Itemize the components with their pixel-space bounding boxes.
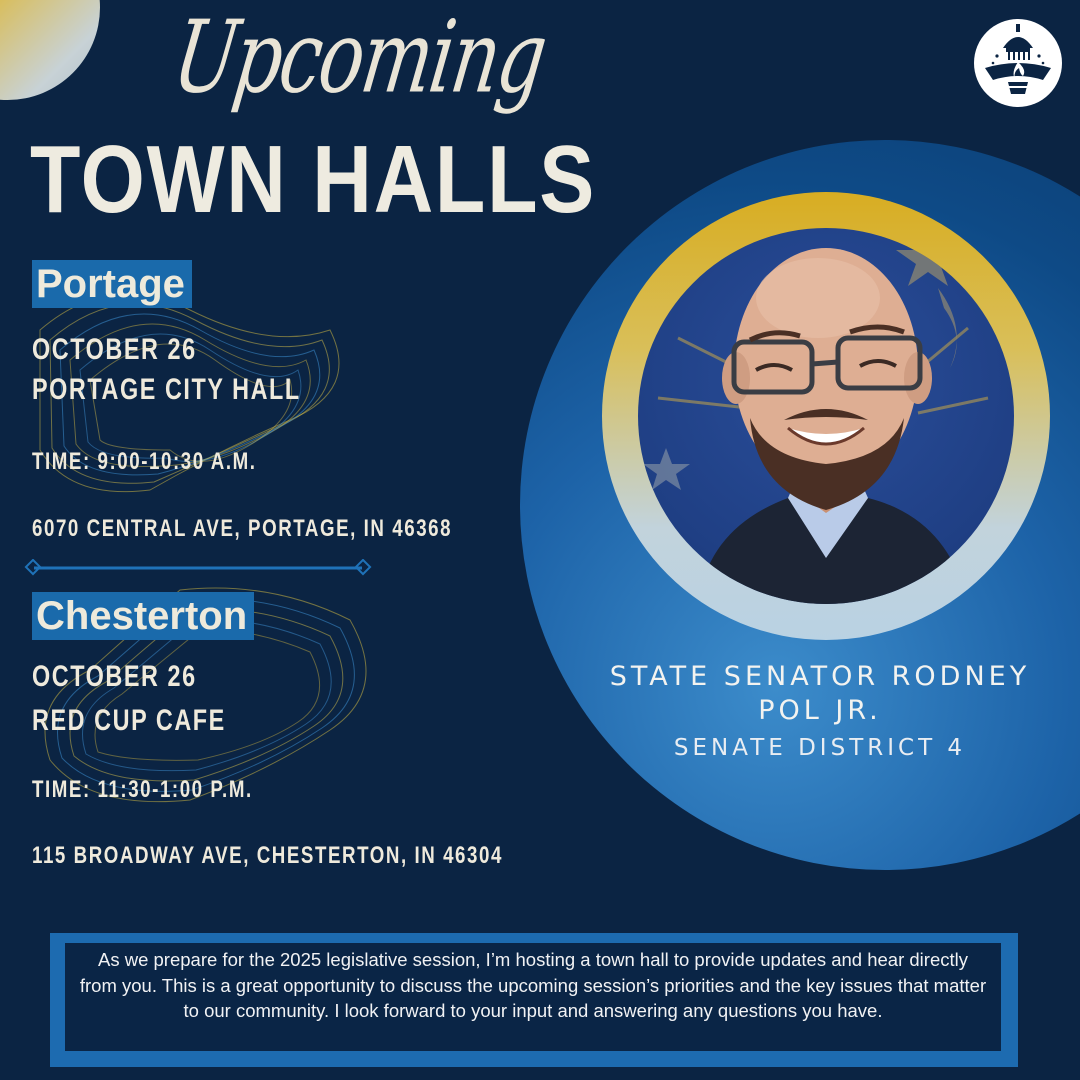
senator-name-line1: STATE SENATOR RODNEY <box>609 661 1031 692</box>
senator-name-line2: POL JR. <box>758 695 882 726</box>
senator-portrait <box>638 228 1014 604</box>
event-venue-chesterton: RED CUP CAFE <box>32 704 226 737</box>
page-title: TOWN HALLS <box>30 126 597 233</box>
decorative-sun-circle <box>0 0 100 100</box>
senate-caucus-logo <box>973 18 1063 108</box>
event-date-portage: OCTOBER 26 <box>32 333 197 366</box>
message-text: As we prepare for the 2025 legislative session, I’m hosting a town hall to provide updates and hear directly from you. This is a great opportunity to discuss the upcoming session’s priorities and the key issues that matter to our community. I look forward to your input and answering any questions you have. <box>79 949 987 1021</box>
message-box <box>65 943 1001 1051</box>
senator-name <box>540 660 1080 728</box>
upcoming-script-title: Upcoming <box>166 0 552 116</box>
event-date-chesterton: OCTOBER 26 <box>32 660 197 693</box>
event-venue-portage: PORTAGE CITY HALL <box>32 373 301 406</box>
event-time-chesterton: TIME: 11:30-1:00 P.M. <box>32 776 253 803</box>
event-address-chesterton: 115 BROADWAY AVE, CHESTERTON, IN 46304 <box>32 842 503 869</box>
event-time-portage: TIME: 9:00-10:30 A.M. <box>32 448 257 475</box>
event-address-portage: 6070 CENTRAL AVE, PORTAGE, IN 46368 <box>32 515 453 542</box>
senator-portrait-illustration <box>638 228 1014 604</box>
senator-district: SENATE DISTRICT 4 <box>673 735 967 761</box>
section-divider <box>24 559 372 577</box>
location-label-portage: Portage <box>32 260 192 308</box>
location-label-chesterton: Chesterton <box>32 592 254 640</box>
